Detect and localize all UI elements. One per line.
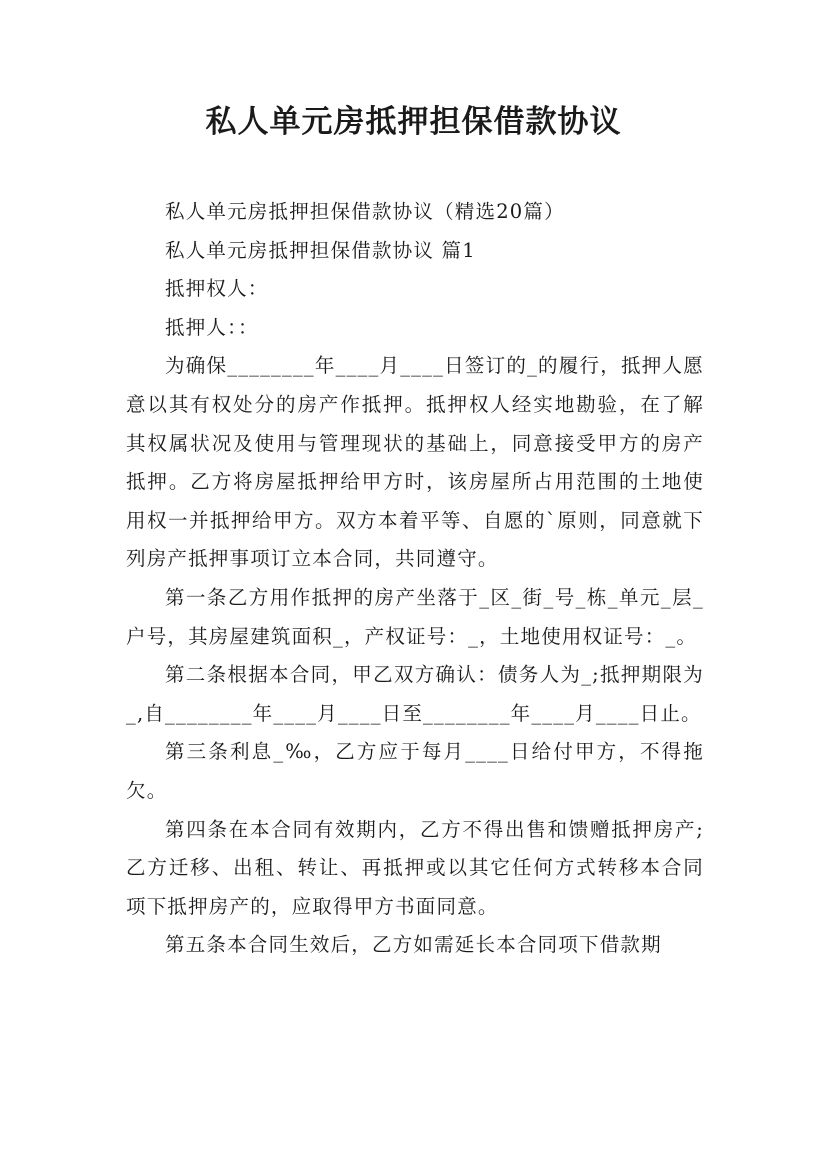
paragraph-section-heading: 私人单元房抵押担保借款协议 篇1: [165, 238, 476, 262]
document-title: 私人单元房抵押担保借款协议: [205, 104, 622, 140]
paragraph-mortgagee: 抵押权人：: [165, 277, 269, 301]
paragraph-mortgagor: 抵押人：：: [165, 315, 259, 339]
paragraph-article-4: 第四条在本合同有效期内，乙方不得出售和馈赠抵押房产;乙方迁移、出租、转让、再抵押或以其它任何方式转移本合同项下抵押房产的，应取得甲方书面同意。: [126, 817, 704, 918]
paragraph-article-5: 第五条本合同生效后，乙方如需延长本合同项下借款期: [165, 933, 662, 957]
paragraph-article-1: 第一条乙方用作抵押的房产坐落于_区_街_号_栋_单元_层_户号，其房屋建筑面积_，产权证号：_，土地使用权证号：_。: [126, 585, 704, 648]
document-body: [126, 193, 704, 965]
paragraph-subtitle: 私人单元房抵押担保借款协议（精选20篇）: [165, 200, 565, 223]
paragraph-article-3: 第三条利息_‰，乙方应于每月____日给付甲方，不得拖欠。: [126, 740, 704, 802]
paragraph-article-2: 第二条根据本合同，甲乙双方确认：债务人为_;抵押期限为_,自________年____月____日至________年____月____日止。: [126, 663, 704, 725]
paragraph-preamble: 为确保________年____月____日签订的_的履行，抵押人愿意以其有权处分的房产作抵押。抵押权人经实地勘验，在了解其权属状况及使用与管理现状的基础上，同意接受甲方的房产抵押。乙方将房屋抵押给甲方时，该房屋所占用范围的土地使用权一并抵押给甲方。双方本着平等、自愿的`原则，同意就下列房产抵押事项订立本合同，共同遵守。: [126, 354, 704, 571]
